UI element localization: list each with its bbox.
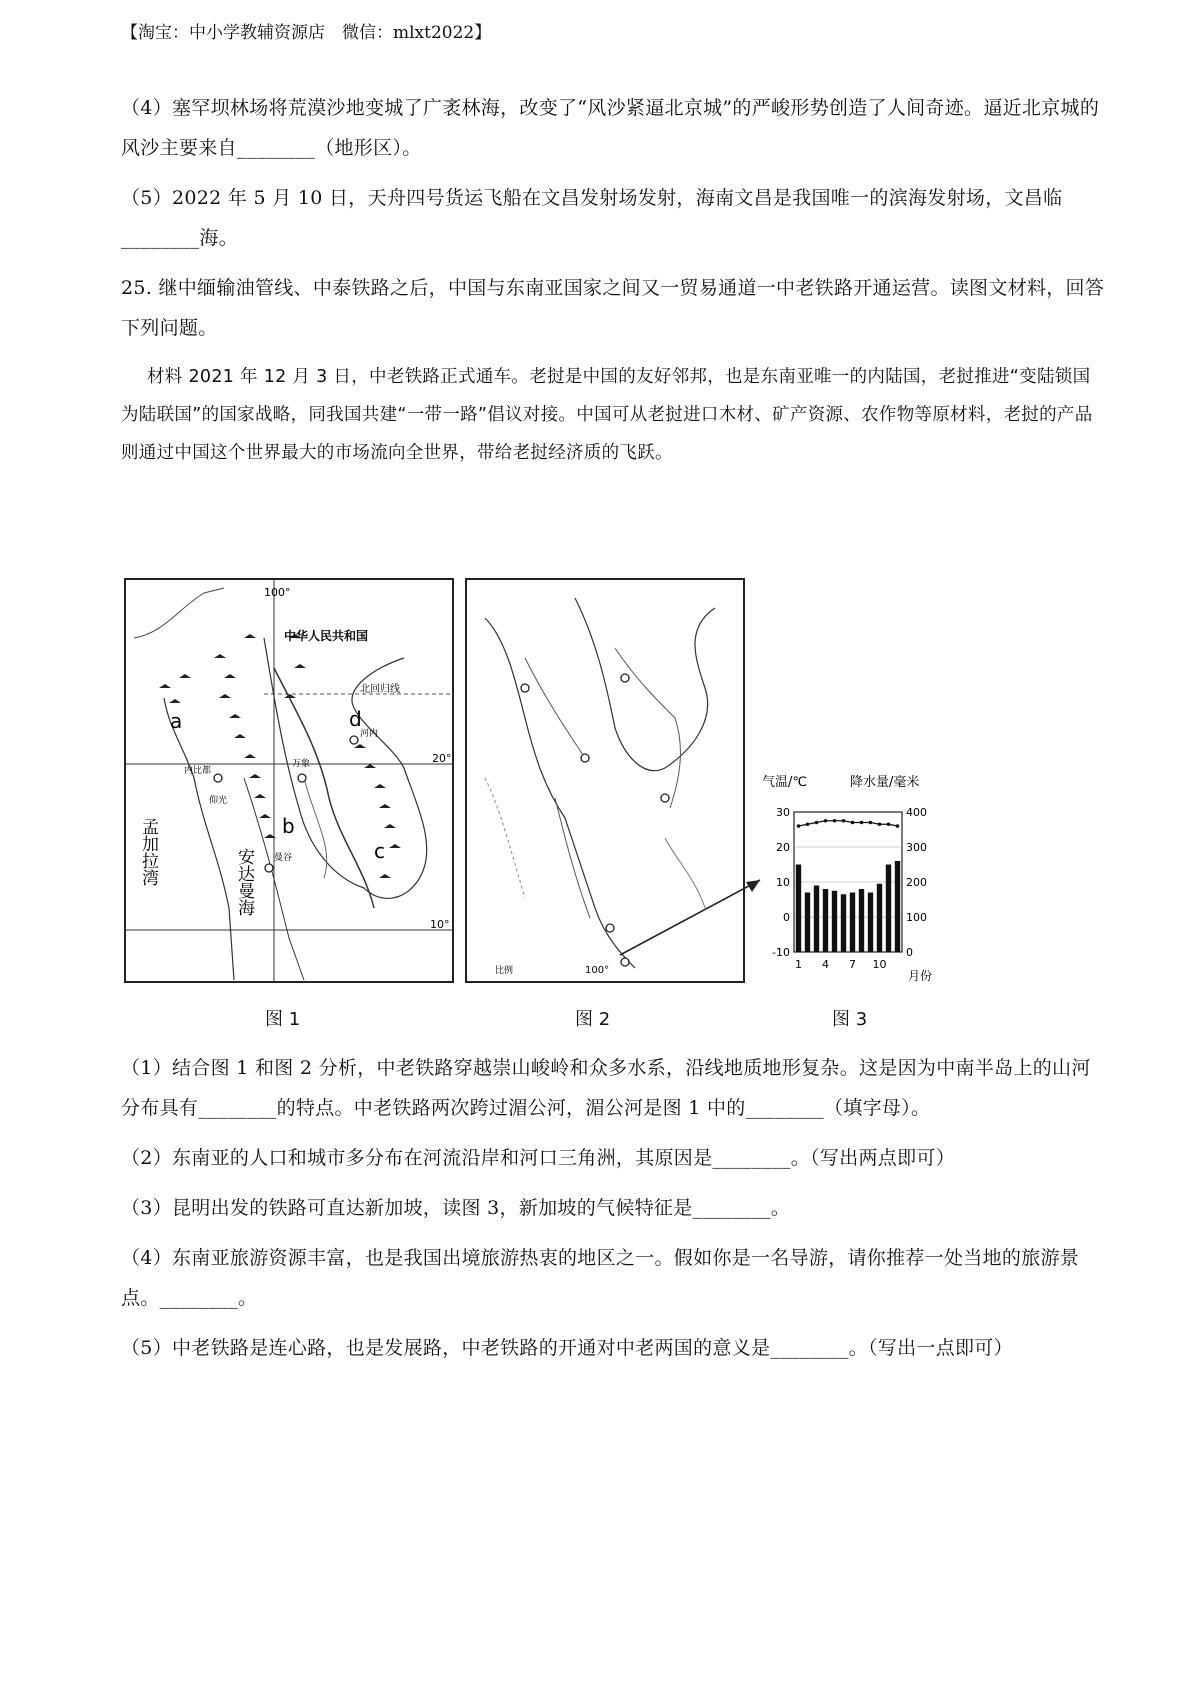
precip-bar <box>877 884 882 952</box>
label-china: 中华人民共和国 <box>284 629 369 643</box>
precip-bar <box>859 889 864 952</box>
chart-xlabel: 月份 <box>908 969 933 983</box>
lon-label: 100° <box>264 586 291 599</box>
label-d: d <box>349 707 362 731</box>
label-yangon: 仰光 <box>209 796 228 806</box>
chart-ytick-left: 30 <box>776 806 790 819</box>
chart-ylabel-right: 降水量/毫米 <box>850 775 920 790</box>
lat10-label: 10° <box>430 918 450 931</box>
lat20-label: 20° <box>432 752 452 765</box>
precip-bar <box>805 893 810 953</box>
label-naypyidaw: 内比都 <box>184 766 212 776</box>
temperature-line <box>799 821 898 826</box>
temperature-point <box>887 822 891 826</box>
chart-ytick-left: 10 <box>776 876 790 889</box>
figure-3-climate-chart <box>760 770 940 988</box>
chart-ytick-right: 100 <box>906 911 927 924</box>
figure-2-caption: 图 2 <box>575 1009 611 1030</box>
precip-bar <box>868 893 873 953</box>
q24-part4: （4）塞罕坝林场将荒漠沙地变城了广袤林海，改变了“风沙紧逼北京城”的严峻形势创造了人间奇迹。逼近北京城的风沙主要来自________（地形区）。 <box>121 97 1100 159</box>
fig2-lon-label: 100° <box>585 965 610 976</box>
chart-xtick: 1 <box>795 958 802 971</box>
figure-1-map <box>124 578 454 983</box>
chart-xtick: 7 <box>849 958 856 971</box>
q25-part1: （1）结合图 1 和图 2 分析，中老铁路穿越崇山峻岭和众多水系，沿线地质地形复杂。这是因为中南半岛上的山河分布具有________的特点。中老铁路两次跨过湄公河，湄公河是图 1 中的________（填字母）。 <box>121 1057 1091 1119</box>
map-point-naypyidaw <box>214 774 222 782</box>
chart-xtick: 10 <box>872 958 887 971</box>
temperature-point <box>851 821 855 825</box>
q25-part3: （3）昆明出发的铁路可直达新加坡，读图 3，新加坡的气候特征是________。 <box>121 1197 791 1219</box>
temperature-point <box>806 822 810 826</box>
figure-3-caption: 图 3 <box>832 1009 868 1030</box>
label-vientiane: 万象 <box>292 759 311 769</box>
temperature-point <box>842 819 846 823</box>
q25-material: 材料 2021 年 12 月 3 日，中老铁路正式通车。老挝是中国的友好邻邦，也是东南亚唯一的内陆国，老挝推进“变陆锁国为陆联国”的国家战略，同我国共建“一带一路”倡议对接。中国可从老挝进口木材、矿产资源、农作物等原材料，老挝的产品则通过中国这个世界最大的市场流向全世界，带给老挝经济质的飞跃。 <box>121 367 1093 463</box>
temperature-point <box>815 821 819 825</box>
arrow-pointer <box>600 870 780 970</box>
map-point-bangkok <box>265 864 273 872</box>
temperature-point <box>878 822 882 826</box>
precip-bar <box>832 891 837 952</box>
q24-part5: （5）2022 年 5 月 10 日，天舟四号货运飞船在文昌发射场发射，海南文昌是我国唯一的滨海发射场，文昌临________海。 <box>121 187 1063 249</box>
figure-1-caption: 图 1 <box>265 1009 301 1030</box>
q25-stem: 25. 继中缅输油管线、中泰铁路之后，中国与东南亚国家之间又一贸易通道一中老铁路开通运营。读图文材料，回答下列问题。 <box>121 277 1105 339</box>
chart-ytick-right: 200 <box>906 876 927 889</box>
map-point-vientiane <box>298 774 306 782</box>
chart-ytick-left: 0 <box>783 911 790 924</box>
label-bangkok: 曼谷 <box>274 853 293 863</box>
chart-xtick: 4 <box>822 958 829 971</box>
label-hanoi: 河内 <box>360 729 379 739</box>
precip-bar <box>895 861 900 952</box>
chart-ytick-right: 300 <box>906 841 927 854</box>
label-a: a <box>170 709 183 733</box>
temperature-point <box>896 824 900 828</box>
temperature-point <box>797 824 801 828</box>
precip-bar <box>814 886 819 953</box>
chart-ylabel-left: 气温/℃ <box>762 775 807 790</box>
label-b: b <box>282 814 295 838</box>
precip-bar <box>823 889 828 952</box>
temperature-point <box>860 821 864 825</box>
temperature-point <box>824 819 828 823</box>
precip-bar <box>841 894 846 952</box>
q25-part2: （2）东南亚的人口和城市多分布在河流沿岸和河口三角洲，其原因是________。（写出两点即可） <box>121 1147 955 1169</box>
label-tropic: 北回归线 <box>360 684 400 695</box>
map-point-hanoi <box>350 736 358 744</box>
chart-ytick-left: 20 <box>776 841 790 854</box>
precip-bar <box>796 865 801 953</box>
fig2-scale-label: 比例 <box>495 966 514 976</box>
chart-ytick-left: -10 <box>772 946 790 959</box>
label-bengal: 孟加拉湾 <box>138 818 158 886</box>
label-andaman: 安达曼海 <box>234 848 254 916</box>
header-watermark: 【淘宝：中小学教辅资源店 微信：mlxt2022】 <box>121 23 492 43</box>
label-c: c <box>374 839 385 863</box>
precip-bar <box>886 865 891 953</box>
precip-bar <box>850 893 855 953</box>
temperature-point <box>833 819 837 823</box>
chart-ytick-right: 400 <box>906 806 927 819</box>
temperature-point <box>869 821 873 825</box>
chart-ytick-right: 0 <box>906 946 913 959</box>
q25-part4: （4）东南亚旅游资源丰富，也是我国出境旅游热衷的地区之一。假如你是一名导游，请你推荐一处当地的旅游景点。________。 <box>121 1247 1080 1309</box>
q25-part5: （5）中老铁路是连心路，也是发展路，中老铁路的开通对中老两国的意义是________。（写出一点即可） <box>121 1337 1013 1359</box>
